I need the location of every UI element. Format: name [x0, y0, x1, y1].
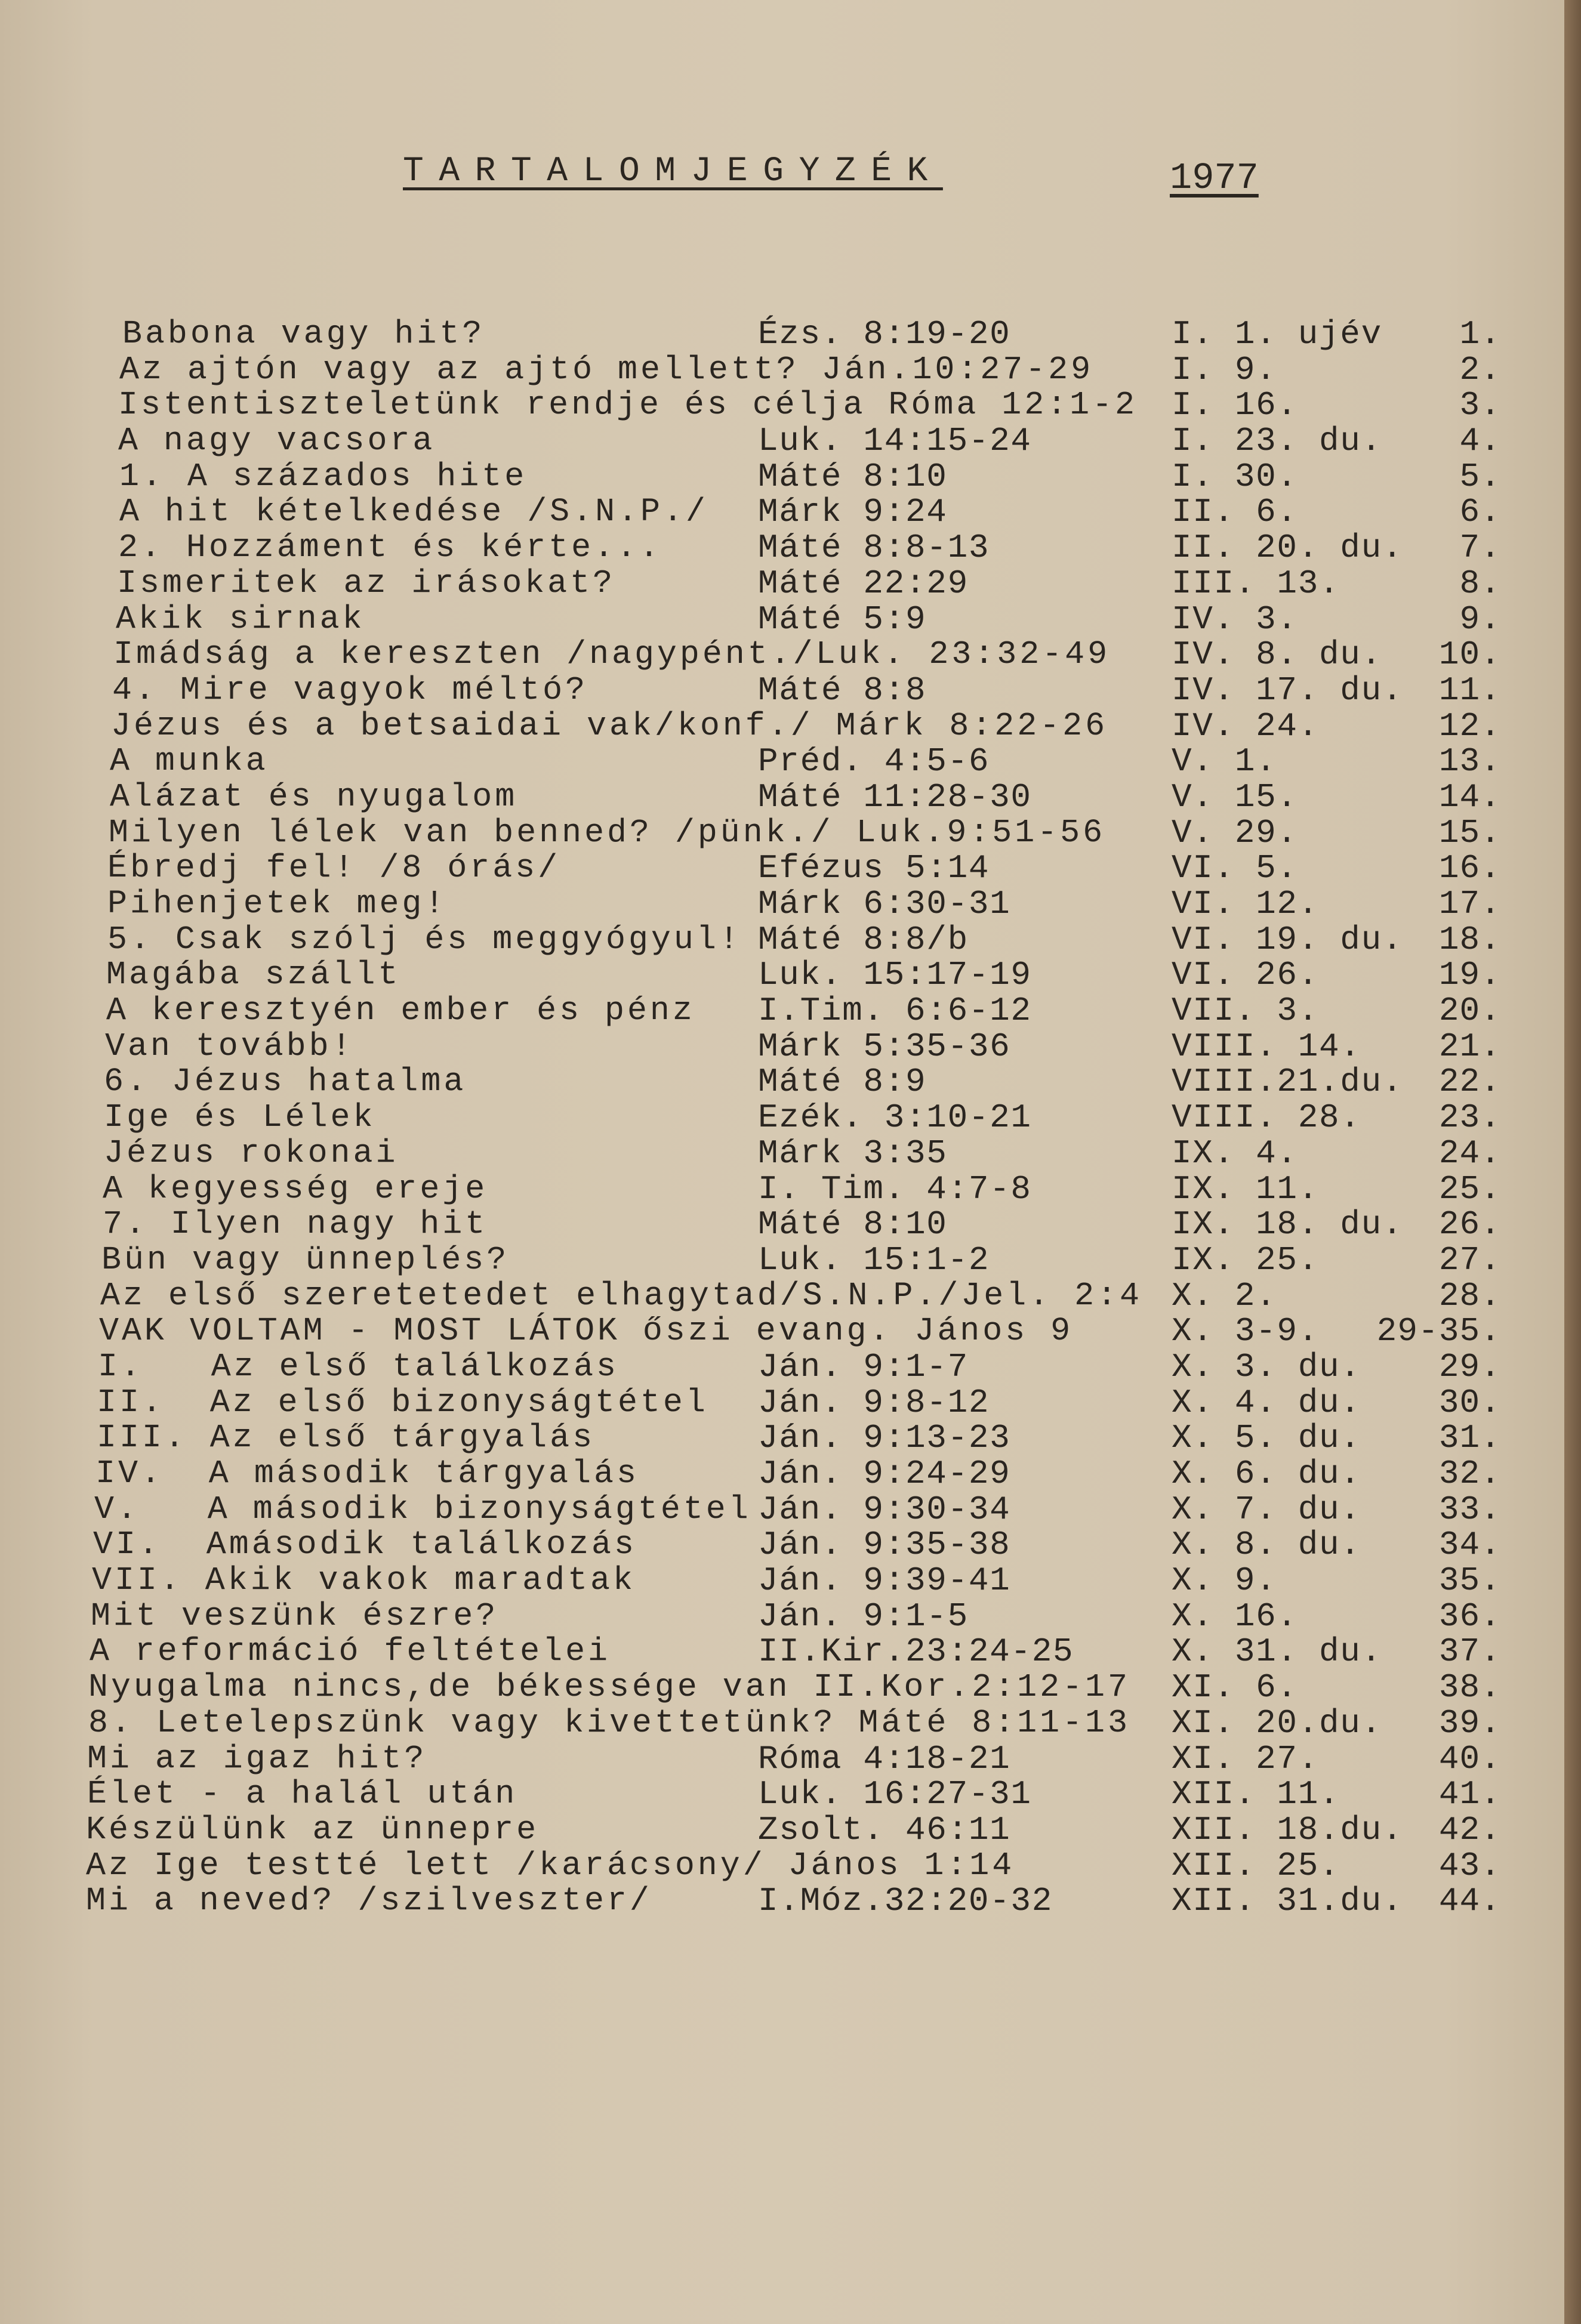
sermon-date: I. 30.	[1172, 457, 1298, 496]
list-item	[0, 850, 1570, 886]
bible-reference: Máté 22:29	[758, 564, 969, 603]
list-item	[0, 1064, 1570, 1100]
entry-title: Pihenjetek meg!	[107, 885, 448, 922]
list-item	[0, 530, 1570, 566]
list-item	[0, 1848, 1570, 1884]
sermon-date: VI. 19. du.	[1172, 920, 1404, 959]
entry-title: Mi a neved? /szilveszter/	[86, 1882, 652, 1920]
entry-title: A reformáció feltételei	[90, 1632, 611, 1671]
entry-number: 23.	[1438, 1098, 1501, 1137]
entry-number: 6.	[1459, 493, 1501, 532]
list-item	[0, 566, 1570, 601]
bible-reference: Máté 8:9	[758, 1063, 927, 1101]
entry-number: 26.	[1438, 1205, 1501, 1244]
list-item	[0, 316, 1570, 352]
sermon-date: I. 9.	[1172, 350, 1277, 389]
sermon-date: IV. 8. du.	[1172, 635, 1382, 674]
list-item	[0, 1029, 1570, 1064]
entry-number: 38.	[1438, 1668, 1501, 1707]
bible-reference: Ján. 9:35-38	[758, 1526, 1011, 1564]
entry-title: V. A második bizonyságtétel	[94, 1490, 751, 1528]
sermon-date: X. 31. du.	[1172, 1632, 1382, 1671]
bible-reference: Máté 5:9	[758, 600, 927, 638]
list-item	[0, 423, 1570, 459]
entry-title: Az ajtón vagy az ajtó mellett? Ján.10:27-29	[119, 350, 1094, 388]
entry-number: 14.	[1438, 777, 1501, 816]
sermon-date: VII. 3.	[1172, 992, 1319, 1030]
bible-reference: Luk. 16:27-31	[758, 1775, 1032, 1814]
bible-reference: Zsolt. 46:11	[758, 1810, 1011, 1849]
sermon-date: V. 29.	[1172, 813, 1298, 852]
bible-reference: I. Tim. 4:7-8	[758, 1169, 1032, 1208]
entry-number: 12.	[1438, 706, 1501, 745]
bible-reference: I.Tim. 6:6-12	[758, 992, 1032, 1030]
bible-reference: Márk 6:30-31	[758, 885, 1011, 923]
sermon-date: VI. 12.	[1172, 885, 1319, 923]
list-item	[0, 886, 1570, 922]
list-item	[0, 1527, 1570, 1563]
sermon-date: X. 7. du.	[1172, 1490, 1361, 1529]
entry-title: II. Az első bizonyságtétel	[97, 1383, 708, 1421]
list-item	[0, 1313, 1570, 1349]
sermon-date: VIII. 14.	[1172, 1027, 1361, 1066]
sermon-date: X. 3-9.	[1172, 1312, 1319, 1351]
entry-number: 3.	[1459, 386, 1501, 425]
entry-title: Alázat és nyugalom	[110, 777, 518, 816]
entry-number: 35.	[1438, 1561, 1501, 1600]
sermon-date: IV. 24.	[1172, 706, 1319, 745]
entry-number: 44.	[1438, 1882, 1501, 1921]
list-item	[0, 1634, 1570, 1669]
entry-number: 37.	[1438, 1632, 1501, 1671]
entry-number: 29-35.	[1376, 1312, 1501, 1351]
list-item	[0, 1385, 1570, 1421]
page-header	[0, 152, 1570, 206]
list-item	[0, 1812, 1570, 1848]
sermon-date: X. 6. du.	[1172, 1455, 1361, 1493]
sermon-date: X. 5. du.	[1172, 1419, 1361, 1458]
sermon-date: XI. 20.du.	[1172, 1703, 1382, 1742]
entry-title: Élet - a halál után	[87, 1775, 518, 1813]
bible-reference: I.Móz.32:20-32	[758, 1882, 1053, 1921]
entry-title: Van tovább!	[105, 1027, 355, 1065]
list-item	[0, 672, 1570, 708]
list-item	[0, 1705, 1570, 1741]
sermon-date: X. 3. du.	[1172, 1347, 1361, 1386]
bible-reference: Ján. 9:39-41	[758, 1561, 1011, 1600]
bible-reference: Ján. 9:1-5	[758, 1597, 969, 1635]
entry-title: A kegyesség ereje	[103, 1169, 488, 1208]
entry-number: 24.	[1438, 1134, 1501, 1172]
sermon-date: VI. 26.	[1172, 956, 1319, 995]
list-item	[0, 1741, 1570, 1777]
entry-number: 29.	[1438, 1347, 1501, 1386]
list-item	[0, 494, 1570, 530]
bible-reference: Máté 8:10	[758, 457, 948, 496]
entry-number: 32.	[1438, 1455, 1501, 1493]
list-item	[0, 1206, 1570, 1242]
list-item	[0, 459, 1570, 495]
entry-title: 4. Mire vagyok méltó?	[112, 671, 588, 709]
entry-title: A keresztyén ember és pénz	[106, 992, 695, 1030]
entry-title: Bün vagy ünneplés?	[101, 1240, 510, 1279]
bible-reference: Luk. 14:15-24	[758, 422, 1032, 461]
entry-title: Nyugalma nincs,de békessége van II.Kor.2:12-17	[88, 1668, 1130, 1706]
entry-title: 6. Jézus hatalma	[104, 1063, 467, 1101]
bible-reference: Márk 3:35	[758, 1134, 948, 1172]
entry-number: 5.	[1459, 457, 1501, 496]
entry-number: 33.	[1438, 1490, 1501, 1529]
list-item	[0, 779, 1570, 815]
sermon-date: VIII.21.du.	[1172, 1063, 1404, 1101]
bible-reference: Márk 5:35-36	[758, 1027, 1011, 1066]
entry-title: 7. Ilyen nagy hit	[103, 1205, 488, 1243]
bible-reference: Efézus 5:14	[758, 849, 990, 888]
bible-reference: Ján. 9:30-34	[758, 1490, 1011, 1529]
entry-title: VI. Amásodik találkozás	[93, 1526, 637, 1564]
bible-reference: Luk. 15:17-19	[758, 956, 1032, 995]
entry-title: Készülünk az ünnepre	[86, 1810, 540, 1848]
sermon-date: X. 9.	[1172, 1561, 1277, 1600]
bible-reference: Ezék. 3:10-21	[758, 1098, 1032, 1137]
entry-title: 2. Hozzáment és kérte...	[118, 529, 662, 567]
contents-list	[0, 316, 1570, 1919]
list-item	[0, 1349, 1570, 1385]
sermon-date: XII. 31.du.	[1172, 1882, 1404, 1921]
entry-title: A hit kételkedése /S.N.P./	[119, 493, 708, 531]
entry-title: Mi az igaz hit?	[87, 1739, 427, 1777]
entry-title: Magába szállt	[106, 956, 401, 994]
entry-title: III. Az első tárgyalás	[97, 1419, 596, 1457]
entry-number: 40.	[1438, 1739, 1501, 1778]
entry-title: Az első szeretetedet elhagytad/S.N.P./Jel. 2:4	[100, 1276, 1142, 1314]
entry-number: 13.	[1438, 742, 1501, 781]
entry-number: 2.	[1459, 350, 1501, 389]
sermon-date: X. 2.	[1172, 1276, 1277, 1315]
list-item	[0, 1278, 1570, 1314]
list-item	[0, 1171, 1570, 1207]
sermon-date: I. 23. du.	[1172, 422, 1382, 461]
list-item	[0, 1563, 1570, 1598]
bible-reference: Máté 11:28-30	[758, 777, 1032, 816]
list-item	[0, 1776, 1570, 1812]
entry-title: 1. A százados hite	[119, 457, 528, 495]
sermon-date: VI. 5.	[1172, 849, 1298, 888]
sermon-date: III. 13.	[1172, 564, 1340, 603]
sermon-date: IX. 25.	[1172, 1240, 1319, 1279]
list-item	[0, 1883, 1570, 1919]
entry-number: 7.	[1459, 529, 1501, 567]
entry-number: 4.	[1459, 422, 1501, 461]
entry-title: Jézus rokonai	[104, 1134, 399, 1172]
entry-title: Milyen lélek van benned? /pünk./ Luk.9:51-56	[109, 813, 1106, 851]
entry-number: 27.	[1438, 1240, 1501, 1279]
list-item	[0, 1598, 1570, 1634]
entry-number: 10.	[1438, 635, 1501, 674]
entry-title: IV. A második tárgyalás	[95, 1455, 639, 1492]
list-item	[0, 387, 1570, 423]
bible-reference: Ján. 9:24-29	[758, 1455, 1011, 1493]
list-item	[0, 1669, 1570, 1705]
entry-title: Ismeritek az irásokat?	[117, 564, 616, 602]
sermon-date: II. 6.	[1172, 493, 1298, 532]
entry-title: VAK VOLTAM - MOST LÁTOK őszi evang. János 9	[99, 1312, 1074, 1350]
sermon-date: XI. 6.	[1172, 1668, 1298, 1707]
sermon-date: IV. 3.	[1172, 600, 1298, 638]
entry-number: 15.	[1438, 813, 1501, 852]
sermon-date: I. 1. ujév	[1172, 315, 1382, 353]
sermon-date: V. 15.	[1172, 777, 1298, 816]
page-title: TARTALOMJEGYZÉK	[403, 152, 943, 191]
entry-number: 42.	[1438, 1810, 1501, 1849]
entry-title: Az Ige testté lett /karácsony/ János 1:14	[86, 1846, 1015, 1884]
sermon-date: XI. 27.	[1172, 1739, 1319, 1778]
sermon-date: II. 20. du.	[1172, 529, 1404, 567]
entry-title: A munka	[110, 742, 269, 780]
bible-reference: Máté 8:8/b	[758, 920, 969, 959]
entry-title: Ige és Lélek	[104, 1098, 376, 1137]
entry-title: I. Az első találkozás	[98, 1347, 619, 1385]
list-item	[0, 1420, 1570, 1456]
bible-reference: Máté 8:10	[758, 1205, 948, 1244]
entry-number: 39.	[1438, 1703, 1501, 1742]
sermon-date: IX. 18. du.	[1172, 1205, 1404, 1244]
entry-number: 1.	[1459, 315, 1501, 353]
entry-number: 21.	[1438, 1027, 1501, 1066]
bible-reference: Róma 4:18-21	[758, 1739, 1011, 1778]
entry-title: Akik sirnak	[116, 600, 365, 638]
list-item	[0, 922, 1570, 958]
entry-title: A nagy vacsora	[118, 422, 436, 460]
list-item	[0, 743, 1570, 779]
bible-reference: Préd. 4:5-6	[758, 742, 990, 781]
list-item	[0, 708, 1570, 744]
sermon-date: XII. 18.du.	[1172, 1810, 1404, 1849]
list-item	[0, 1492, 1570, 1527]
entry-number: 41.	[1438, 1775, 1501, 1814]
bible-reference: Ján. 9:13-23	[758, 1419, 1011, 1458]
entry-title: Mit veszünk észre?	[91, 1597, 499, 1635]
bible-reference: Máté 8:8	[758, 671, 927, 709]
bible-reference: Máté 8:8-13	[758, 529, 990, 567]
sermon-date: X. 8. du.	[1172, 1526, 1361, 1564]
entry-number: 34.	[1438, 1526, 1501, 1564]
entry-title: Babona vagy hit?	[122, 315, 485, 353]
entry-number: 20.	[1438, 992, 1501, 1030]
sermon-date: X. 16.	[1172, 1597, 1298, 1635]
sermon-date: V. 1.	[1172, 742, 1277, 781]
entry-title: VII. Akik vakok maradtak	[92, 1561, 636, 1600]
entry-number: 22.	[1438, 1063, 1501, 1101]
entry-number: 18.	[1438, 920, 1501, 959]
entry-title: 5. Csak szólj és meggyógyul!	[107, 920, 742, 958]
entry-number: 16.	[1438, 849, 1501, 888]
list-item	[0, 957, 1570, 993]
entry-title: Istentiszteletünk rendje és célja Róma 12:1-2	[118, 386, 1138, 424]
entry-number: 17.	[1438, 885, 1501, 923]
year-label: 1977	[1170, 157, 1259, 199]
bible-reference: Ján. 9:8-12	[758, 1383, 990, 1422]
entry-title: Ébredj fel! /8 órás/	[107, 849, 561, 887]
sermon-date: VIII. 28.	[1172, 1098, 1361, 1137]
sermon-date: I. 16.	[1172, 386, 1298, 425]
entry-number: 30.	[1438, 1383, 1501, 1422]
sermon-date: IV. 17. du.	[1172, 671, 1404, 709]
sermon-date: IX. 11.	[1172, 1169, 1319, 1208]
entry-number: 25.	[1438, 1169, 1501, 1208]
sermon-date: IX. 4.	[1172, 1134, 1298, 1172]
sermon-date: XII. 25.	[1172, 1846, 1340, 1885]
entry-number: 11.	[1438, 671, 1501, 709]
list-item	[0, 352, 1570, 388]
entry-number: 31.	[1438, 1419, 1501, 1458]
entry-number: 36.	[1438, 1597, 1501, 1635]
bible-reference: Márk 9:24	[758, 493, 948, 532]
sermon-date: X. 4. du.	[1172, 1383, 1361, 1422]
sermon-date: XII. 11.	[1172, 1775, 1340, 1814]
entry-number: 9.	[1459, 600, 1501, 638]
entry-title: Imádság a kereszten /nagypént./Luk. 23:32-49	[113, 635, 1111, 674]
entry-number: 19.	[1438, 956, 1501, 995]
list-item	[0, 637, 1570, 672]
entry-title: Jézus és a betsaidai vak/konf./ Márk 8:22-26	[111, 706, 1108, 745]
list-item	[0, 1135, 1570, 1171]
entry-number: 43.	[1438, 1846, 1501, 1885]
list-item	[0, 1100, 1570, 1135]
list-item	[0, 1456, 1570, 1492]
bible-reference: Luk. 15:1-2	[758, 1240, 990, 1279]
entry-number: 28.	[1438, 1276, 1501, 1315]
list-item	[0, 815, 1570, 851]
list-item	[0, 1242, 1570, 1278]
list-item	[0, 993, 1570, 1029]
bible-reference: II.Kir.23:24-25	[758, 1632, 1074, 1671]
paper-edge	[1564, 0, 1581, 2324]
list-item	[0, 601, 1570, 637]
entry-number: 8.	[1459, 564, 1501, 603]
bible-reference: Ézs. 8:19-20	[758, 315, 1011, 353]
bible-reference: Ján. 9:1-7	[758, 1347, 969, 1386]
entry-title: 8. Letelepszünk vagy kivettetünk? Máté 8:11-13	[88, 1703, 1130, 1742]
